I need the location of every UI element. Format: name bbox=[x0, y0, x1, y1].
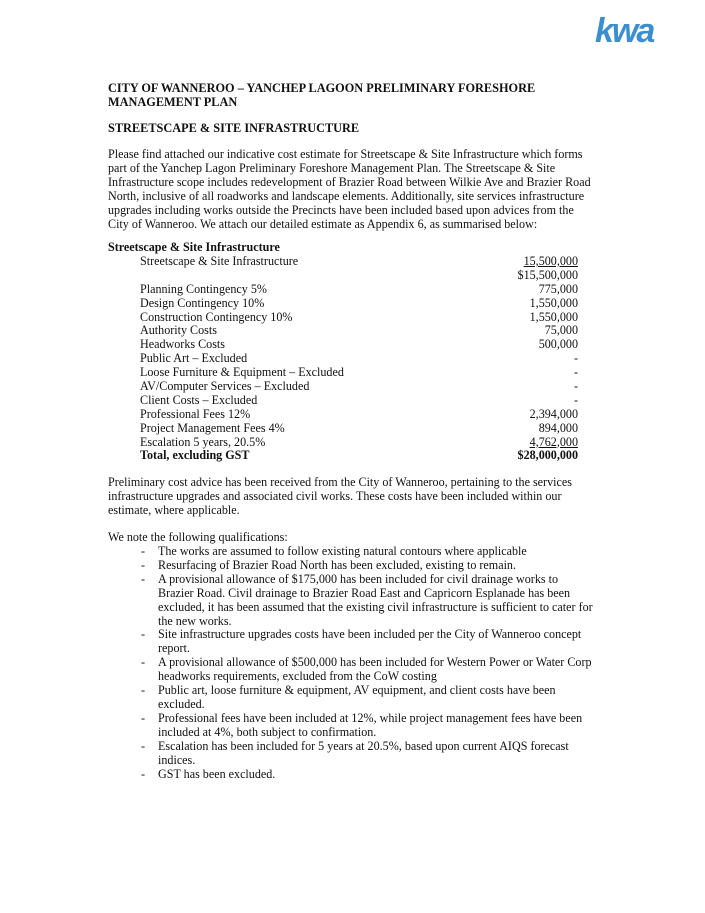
cost-label: Authority Costs bbox=[140, 323, 217, 338]
qualifications-intro: We note the following qualifications: bbox=[108, 530, 288, 544]
bullet-dash: - bbox=[141, 571, 146, 586]
bullet-dash: - bbox=[141, 710, 146, 725]
cost-amount: 775,000 bbox=[538, 281, 578, 296]
cost-label: Streetscape & Site Infrastructure bbox=[140, 254, 299, 268]
cost-label: Public Art – Excluded bbox=[140, 351, 248, 366]
cost-row bbox=[108, 394, 578, 408]
cost-amount: 1,550,000 bbox=[529, 295, 578, 310]
bullet-dash: - bbox=[141, 544, 146, 558]
qualifications-list bbox=[108, 545, 593, 781]
cost-table-title: Streetscape & Site Infrastructure bbox=[108, 240, 280, 254]
cost-amount: - bbox=[573, 351, 578, 366]
cost-summary-table bbox=[108, 241, 578, 463]
qualification-text: Resurfacing of Brazier Road North has been excluded, existing to remain. bbox=[158, 557, 516, 572]
logo-text: kwa bbox=[595, 12, 654, 46]
qualification-text: Public art, loose furniture & equipment, AV equipment, and client costs have been excluded. bbox=[158, 683, 556, 711]
cost-label: Client Costs – Excluded bbox=[140, 392, 258, 407]
cost-amount: 4,762,000 bbox=[529, 434, 578, 449]
cost-amount: 75,000 bbox=[544, 323, 578, 338]
cost-label: Professional Fees 12% bbox=[140, 406, 251, 421]
cost-row bbox=[108, 297, 578, 311]
bullet-dash: - bbox=[141, 557, 146, 572]
qualification-text: Site infrastructure upgrades costs have been included per the City of Wanneroo concept report. bbox=[158, 627, 582, 656]
cost-row bbox=[108, 366, 578, 380]
bullet-dash: - bbox=[141, 766, 146, 781]
qualification-item bbox=[108, 712, 593, 740]
bullet-dash: - bbox=[141, 655, 146, 670]
qualification-text: A provisional allowance of $500,000 has been included for Western Power or Water Corp headworks requirements, excluded from the CoW costing bbox=[158, 655, 592, 684]
cost-label: Design Contingency 10% bbox=[140, 295, 265, 310]
qualification-item bbox=[108, 545, 593, 559]
cost-row bbox=[108, 324, 578, 338]
cost-amount: - bbox=[573, 392, 578, 407]
bullet-dash: - bbox=[141, 738, 146, 753]
title-line-2: MANAGEMENT PLAN bbox=[108, 95, 238, 109]
cost-row bbox=[108, 352, 578, 366]
document-title bbox=[108, 81, 535, 109]
intro-paragraph: Please find attached our indicative cost estimate for Streetscape & Site Infrastructure which forms part of the Yanchep Lagon Preliminary Foreshore Management Plan. The Streetscape & Site Infrastructure scope includes redevelopment of Brazier Road between Wilkie Ave and Brazier Road North, inclusive of all roadworks and landscape elements. Additionally, site services infrastructure upgrades including works outside the Precincts have been included based upon advices from the City of Wanneroo. We attach our detailed estimate as Appendix 6, as summarised below: bbox=[108, 147, 591, 231]
qualification-text: GST has been excluded. bbox=[158, 766, 276, 781]
qualification-text: The works are assumed to follow existing natural contours where applicable bbox=[158, 544, 527, 558]
title-line-1: CITY OF WANNEROO – YANCHEP LAGOON PRELIMINARY FORESHORE bbox=[108, 81, 536, 95]
qualification-item bbox=[108, 656, 593, 684]
qualification-item bbox=[108, 628, 593, 656]
cost-rows bbox=[108, 255, 578, 463]
cost-row bbox=[108, 255, 578, 269]
cost-row bbox=[108, 283, 578, 297]
qualification-item bbox=[108, 573, 593, 629]
cost-amount: $15,500,000 bbox=[517, 267, 578, 282]
cost-amount: 894,000 bbox=[538, 420, 578, 435]
cost-label: Loose Furniture & Equipment – Excluded bbox=[140, 365, 344, 380]
cost-label: Headworks Costs bbox=[140, 337, 225, 352]
cost-amount: - bbox=[573, 365, 578, 380]
cost-label: Escalation 5 years, 20.5% bbox=[140, 434, 266, 449]
cost-row bbox=[108, 408, 578, 422]
cost-label: Total, excluding GST bbox=[140, 448, 250, 463]
cost-amount: 15,500,000 bbox=[523, 254, 578, 268]
qualification-item bbox=[108, 768, 593, 782]
qualifications-section bbox=[108, 531, 593, 781]
cost-amount: - bbox=[573, 379, 578, 394]
cost-row bbox=[108, 269, 578, 283]
cost-amount: 1,550,000 bbox=[529, 309, 578, 324]
bullet-dash: - bbox=[141, 683, 146, 698]
cost-label: Construction Contingency 10% bbox=[140, 309, 293, 324]
cost-row bbox=[108, 422, 578, 436]
qualification-item bbox=[108, 740, 593, 768]
section-heading: STREETSCAPE & SITE INFRASTRUCTURE bbox=[108, 121, 360, 135]
bullet-dash: - bbox=[141, 627, 146, 642]
cost-row bbox=[108, 338, 578, 352]
cost-amount: 2,394,000 bbox=[529, 406, 578, 421]
cost-amount: 500,000 bbox=[538, 337, 578, 352]
cost-row bbox=[108, 380, 578, 394]
cost-row bbox=[108, 311, 578, 325]
cost-label: Project Management Fees 4% bbox=[140, 420, 285, 435]
qualification-item bbox=[108, 684, 593, 712]
cost-label: AV/Computer Services – Excluded bbox=[140, 379, 310, 394]
qualification-text: A provisional allowance of $175,000 has been included for civil drainage works to Brazier Road. Civil drainage to Brazier Road East and Capricorn Esplanade has been excluded, it has been assumed that the existing civil infrastructure is sufficient to cater for the new works. bbox=[158, 571, 593, 628]
qualification-text: Escalation has been included for 5 years at 20.5%, based upon current AIQS forecast indices. bbox=[158, 738, 569, 767]
cost-row bbox=[108, 449, 578, 463]
cost-amount: $28,000,000 bbox=[517, 448, 578, 463]
kwa-logo bbox=[595, 12, 655, 46]
qualification-text: Professional fees have been included at 12%, while project management fees have been included at 4%, both subject to confirmation. bbox=[158, 710, 583, 739]
cost-row bbox=[108, 436, 578, 450]
qualification-item bbox=[108, 559, 593, 573]
advice-paragraph: Preliminary cost advice has been received from the City of Wanneroo, pertaining to the services infrastructure upgrades and associated civil works. These costs have been included within our estimate, where applicable. bbox=[108, 475, 572, 517]
cost-label: Planning Contingency 5% bbox=[140, 281, 267, 296]
